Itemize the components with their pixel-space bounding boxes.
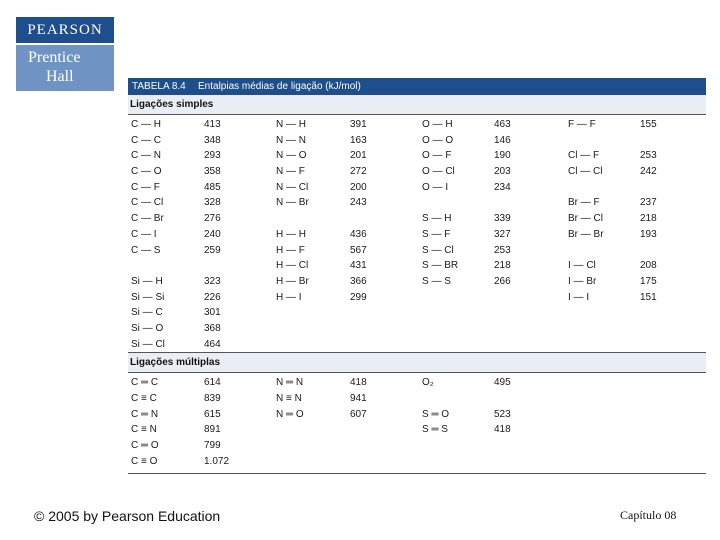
table-row bbox=[128, 274, 706, 290]
bond-enthalpy-value: 293 bbox=[204, 150, 221, 162]
bond-label: N — N bbox=[276, 134, 306, 146]
table-row bbox=[128, 180, 706, 196]
bond-label: O — F bbox=[422, 150, 452, 162]
bond-enthalpy-value: 276 bbox=[204, 213, 221, 225]
bond-label: S — Cl bbox=[422, 244, 454, 256]
bond-enthalpy-value: 495 bbox=[494, 377, 511, 389]
bond-label: C — N bbox=[131, 150, 161, 162]
bond-enthalpy-value: 436 bbox=[350, 228, 367, 240]
bond-label: N — Br bbox=[276, 197, 309, 209]
bond-enthalpy-value: 175 bbox=[640, 275, 657, 287]
table-row bbox=[128, 321, 706, 337]
bond-enthalpy-value: 226 bbox=[204, 291, 221, 303]
bond-label: C — F bbox=[131, 181, 160, 193]
bond-enthalpy-value: 839 bbox=[204, 393, 221, 404]
bond-enthalpy-value: 218 bbox=[640, 213, 657, 225]
bond-enthalpy-value: 366 bbox=[350, 275, 367, 287]
bond-label: C ≡ O bbox=[131, 455, 158, 467]
table-row bbox=[128, 407, 706, 423]
bond-label: C — Br bbox=[131, 213, 164, 225]
bond-enthalpy-value: 431 bbox=[350, 260, 367, 272]
bond-label: I — I bbox=[568, 291, 590, 303]
table-row bbox=[128, 211, 706, 227]
bond-label: Si — Cl bbox=[131, 338, 165, 350]
table-bottom-rule bbox=[128, 473, 706, 474]
bond-label: N — H bbox=[276, 119, 306, 130]
bond-enthalpy-value: 242 bbox=[640, 166, 657, 178]
bond-label: C — C bbox=[131, 134, 161, 146]
bond-label: Si — Si bbox=[131, 291, 165, 303]
bond-label: C — O bbox=[131, 166, 162, 178]
bond-label: S — H bbox=[422, 213, 452, 225]
bond-enthalpy-value: 266 bbox=[494, 275, 511, 287]
bond-label: I — Cl bbox=[568, 260, 596, 272]
table-row bbox=[128, 290, 706, 306]
bond-label: C ═ N bbox=[131, 408, 159, 420]
single-bonds-rows bbox=[128, 115, 706, 352]
table-number: TABELA 8.4 bbox=[132, 81, 186, 92]
bond-enthalpy-value: 391 bbox=[350, 119, 367, 130]
pearson-prentice-hall-logo bbox=[16, 17, 114, 91]
bond-label: Cl — F bbox=[568, 150, 600, 162]
table-row bbox=[128, 164, 706, 180]
multiple-bonds-rows bbox=[128, 373, 706, 469]
bond-label: H — Cl bbox=[276, 260, 309, 272]
bond-enthalpy-value: 358 bbox=[204, 166, 221, 178]
bond-enthalpy-value: 1.072 bbox=[204, 455, 230, 467]
bond-enthalpy-value: 464 bbox=[204, 338, 221, 350]
bond-enthalpy-value: 240 bbox=[204, 228, 221, 240]
bond-label: N ═ O bbox=[276, 408, 304, 420]
bond-enthalpy-value: 615 bbox=[204, 408, 221, 420]
bond-label: Br — Cl bbox=[568, 213, 603, 225]
bond-enthalpy-value: 234 bbox=[494, 181, 511, 193]
bond-label: Si — O bbox=[131, 322, 164, 334]
bond-label: C — H bbox=[131, 119, 161, 130]
bond-label: S ═ S bbox=[422, 424, 448, 436]
table-row bbox=[128, 148, 706, 164]
table-row bbox=[128, 337, 706, 353]
table-row bbox=[128, 227, 706, 243]
bond-enthalpy-value: 151 bbox=[640, 291, 657, 303]
bond-label: N ≡ N bbox=[276, 393, 302, 404]
bond-label: O₂ bbox=[422, 377, 434, 389]
bond-enthalpy-value: 418 bbox=[350, 377, 367, 389]
bond-label: H — H bbox=[276, 228, 306, 240]
table-row bbox=[128, 258, 706, 274]
bond-enthalpy-value: 523 bbox=[494, 408, 511, 420]
bond-label: O — Cl bbox=[422, 166, 455, 178]
bond-label: N — Cl bbox=[276, 181, 309, 193]
bond-enthalpy-value: 328 bbox=[204, 197, 221, 209]
section-multiple-bonds: Ligações múltiplas bbox=[128, 352, 706, 373]
bond-label: O — I bbox=[422, 181, 449, 193]
bond-label: N — F bbox=[276, 166, 305, 178]
logo-line-hall: Hall bbox=[46, 68, 74, 85]
bond-label: S ═ O bbox=[422, 408, 450, 420]
bond-enthalpy-value: 243 bbox=[350, 197, 367, 209]
table-row bbox=[128, 133, 706, 149]
bond-label: Cl — Cl bbox=[568, 166, 603, 178]
bond-enthalpy-value: 327 bbox=[494, 228, 511, 240]
bond-enthalpy-value: 941 bbox=[350, 393, 367, 404]
bond-enthalpy-value: 891 bbox=[204, 424, 221, 436]
bond-enthalpy-value: 272 bbox=[350, 166, 367, 178]
bond-enthalpy-value: 190 bbox=[494, 150, 511, 162]
bond-enthalpy-value: 218 bbox=[494, 260, 511, 272]
bond-label: N ═ N bbox=[276, 377, 304, 389]
bond-label: S — BR bbox=[422, 260, 459, 272]
table-row bbox=[128, 391, 706, 407]
bond-label: H — Br bbox=[276, 275, 309, 287]
bond-label: H — F bbox=[276, 244, 305, 256]
bond-enthalpy-value: 208 bbox=[640, 260, 657, 272]
logo-brand: PEARSON bbox=[16, 17, 114, 45]
bond-enthalpy-value: 200 bbox=[350, 181, 367, 193]
bond-enthalpy-value: 237 bbox=[640, 197, 657, 209]
bond-enthalpy-value: 413 bbox=[204, 119, 221, 130]
bond-enthalpy-value: 368 bbox=[204, 322, 221, 334]
bond-label: F — F bbox=[568, 119, 596, 130]
bond-enthalpy-value: 614 bbox=[204, 377, 221, 389]
bond-enthalpy-value: 418 bbox=[494, 424, 511, 436]
bond-enthalpy-value: 193 bbox=[640, 228, 657, 240]
table-header bbox=[128, 78, 706, 95]
bond-label: S — F bbox=[422, 228, 451, 240]
bond-enthalpy-value: 799 bbox=[204, 440, 221, 452]
bond-label: C ≡ N bbox=[131, 424, 157, 436]
bond-label: Si — C bbox=[131, 307, 163, 319]
bond-enthalpy-value: 339 bbox=[494, 213, 511, 225]
bond-label: Br — Br bbox=[568, 228, 604, 240]
bond-label: C ═ C bbox=[131, 377, 159, 389]
chapter-label: Capítulo 08 bbox=[620, 508, 677, 522]
bond-enthalpy-value: 348 bbox=[204, 134, 221, 146]
bond-enthalpy-value: 253 bbox=[640, 150, 657, 162]
bond-label: N — O bbox=[276, 150, 307, 162]
table-row bbox=[128, 305, 706, 321]
bond-label: C ≡ C bbox=[131, 393, 157, 404]
table-row bbox=[128, 117, 706, 133]
bond-enthalpy-table bbox=[128, 78, 706, 474]
table-title: Entalpias médias de ligação (kJ/mol) bbox=[198, 81, 361, 92]
table-row bbox=[128, 243, 706, 259]
bond-enthalpy-value: 155 bbox=[640, 119, 657, 130]
bond-label: H — I bbox=[276, 291, 302, 303]
bond-enthalpy-value: 485 bbox=[204, 181, 221, 193]
bond-label: C — I bbox=[131, 228, 157, 240]
bond-enthalpy-value: 463 bbox=[494, 119, 511, 130]
bond-label: O — H bbox=[422, 119, 453, 130]
table-row bbox=[128, 454, 706, 470]
bond-enthalpy-value: 259 bbox=[204, 244, 221, 256]
bond-enthalpy-value: 607 bbox=[350, 408, 367, 420]
bond-label: Br — F bbox=[568, 197, 600, 209]
bond-label: C — Cl bbox=[131, 197, 164, 209]
bond-label: I — Br bbox=[568, 275, 597, 287]
bond-label: C ═ O bbox=[131, 440, 159, 452]
bond-enthalpy-value: 203 bbox=[494, 166, 511, 178]
bond-label: C — S bbox=[131, 244, 161, 256]
logo-line-prentice: Prentice bbox=[28, 49, 81, 66]
bond-label: S — S bbox=[422, 275, 451, 287]
bond-enthalpy-value: 146 bbox=[494, 134, 511, 146]
bond-label: O — O bbox=[422, 134, 454, 146]
bond-enthalpy-value: 567 bbox=[350, 244, 367, 256]
bond-enthalpy-value: 253 bbox=[494, 244, 511, 256]
section-single-bonds: Ligações simples bbox=[128, 95, 706, 115]
copyright-text: © 2005 by Pearson Education bbox=[34, 508, 221, 524]
bond-enthalpy-value: 201 bbox=[350, 150, 367, 162]
bond-enthalpy-value: 323 bbox=[204, 275, 221, 287]
table-row bbox=[128, 438, 706, 454]
table-row bbox=[128, 375, 706, 391]
bond-label: Si — H bbox=[131, 275, 163, 287]
table-row bbox=[128, 195, 706, 211]
bond-enthalpy-value: 301 bbox=[204, 307, 221, 319]
bond-enthalpy-value: 163 bbox=[350, 134, 367, 146]
table-row bbox=[128, 422, 706, 438]
bond-enthalpy-value: 299 bbox=[350, 291, 367, 303]
